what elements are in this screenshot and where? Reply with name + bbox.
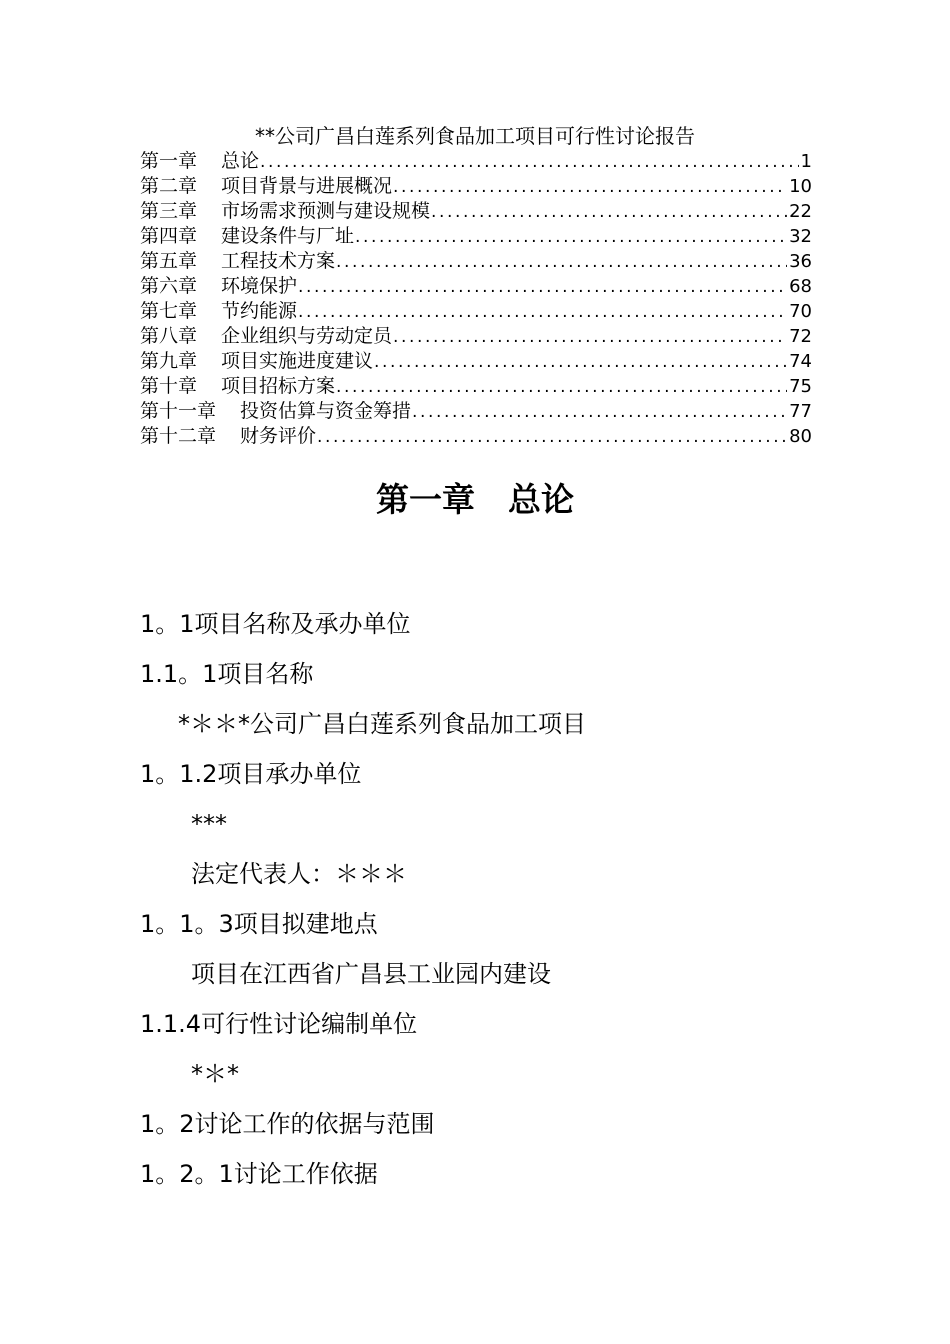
toc-entry[interactable] (140, 274, 812, 299)
toc-dot-leader (298, 275, 787, 300)
toc-chapter-number: 第一章 (140, 150, 198, 172)
toc-entry[interactable] (140, 224, 812, 249)
toc-page-number: 32 (789, 226, 812, 247)
toc-page-number: 77 (789, 401, 812, 422)
toc-chapter-number: 第六章 (140, 275, 198, 297)
toc-chapter-number: 第十一章 (140, 400, 217, 422)
table-of-contents (140, 149, 812, 449)
subsection-heading: 1.1。1项目名称 (140, 660, 314, 688)
toc-chapter-title: 工程技术方案 (221, 250, 336, 272)
toc-chapter-title: 项目背景与进展概况 (221, 175, 393, 197)
toc-chapter-number: 第九章 (140, 350, 198, 372)
toc-page-number: 75 (789, 376, 812, 397)
toc-chapter-number: 第四章 (140, 225, 198, 247)
toc-dot-leader (374, 350, 787, 375)
toc-chapter-title: 企业组织与劳动定员 (221, 325, 393, 347)
toc-entry[interactable] (140, 249, 812, 274)
toc-dot-leader (431, 200, 787, 225)
toc-chapter-number: 第二章 (140, 175, 198, 197)
toc-dot-leader (260, 150, 799, 175)
toc-chapter-title: 市场需求预测与建设规模 (221, 200, 431, 222)
toc-chapter-title: 项目实施进度建议 (221, 350, 374, 372)
toc-dot-leader (336, 375, 787, 400)
toc-title: **公司广昌白莲系列食品加工项目可行性讨论报告 (255, 124, 695, 148)
body-text: *＊* (191, 1060, 239, 1088)
toc-dot-leader (393, 175, 787, 200)
toc-chapter-title: 节约能源 (221, 300, 298, 322)
toc-dot-leader (298, 300, 787, 325)
body-text: 项目在江西省广昌县工业园内建设 (191, 960, 551, 988)
toc-entry[interactable] (140, 324, 812, 349)
toc-entry[interactable] (140, 174, 812, 199)
toc-chapter-number: 第八章 (140, 325, 198, 347)
toc-entry[interactable] (140, 424, 812, 449)
toc-chapter-title: 投资估算与资金筹措 (240, 400, 412, 422)
subsection-heading: 1.1.4可行性讨论编制单位 (140, 1010, 418, 1038)
toc-dot-leader (336, 250, 787, 275)
chapter-heading: 第一章 总论 (376, 480, 574, 519)
toc-entry[interactable] (140, 399, 812, 424)
toc-dot-leader (393, 325, 787, 350)
toc-page-number: 10 (789, 176, 812, 197)
toc-chapter-title: 总论 (221, 150, 260, 172)
toc-chapter-number: 第五章 (140, 250, 198, 272)
toc-dot-leader (355, 225, 787, 250)
toc-page-number: 68 (789, 276, 812, 297)
toc-chapter-title: 财务评价 (240, 425, 317, 447)
toc-chapter-number: 第十章 (140, 375, 198, 397)
toc-chapter-title: 环境保护 (221, 275, 298, 297)
toc-entry[interactable] (140, 199, 812, 224)
toc-page-number: 80 (789, 426, 812, 447)
toc-entry[interactable] (140, 149, 812, 174)
subsection-heading: 1。1。3项目拟建地点 (140, 910, 378, 938)
toc-page-number: 72 (789, 326, 812, 347)
toc-chapter-number: 第七章 (140, 300, 198, 322)
subsection-heading: 1。1.2项目承办单位 (140, 760, 362, 788)
section-heading: 1。1项目名称及承办单位 (140, 610, 411, 638)
toc-entry[interactable] (140, 299, 812, 324)
toc-page-number: 22 (789, 201, 812, 222)
toc-dot-leader (317, 425, 787, 450)
toc-chapter-number: 第三章 (140, 200, 198, 222)
toc-chapter-title: 项目招标方案 (221, 375, 336, 397)
toc-page-number: 70 (789, 301, 812, 322)
toc-page-number: 1 (800, 151, 812, 172)
toc-page-number: 74 (789, 351, 812, 372)
subsection-heading: 1。2。1讨论工作依据 (140, 1160, 378, 1188)
toc-entry[interactable] (140, 349, 812, 374)
toc-chapter-title: 建设条件与厂址 (221, 225, 355, 247)
toc-dot-leader (412, 400, 787, 425)
toc-page-number: 36 (789, 251, 812, 272)
body-text: *** (191, 810, 227, 838)
body-text: 法定代表人：＊＊＊ (191, 860, 407, 888)
toc-entry[interactable] (140, 374, 812, 399)
section-heading: 1。2讨论工作的依据与范围 (140, 1110, 435, 1138)
body-text: *＊＊*公司广昌白莲系列食品加工项目 (178, 710, 586, 738)
toc-chapter-number: 第十二章 (140, 425, 217, 447)
